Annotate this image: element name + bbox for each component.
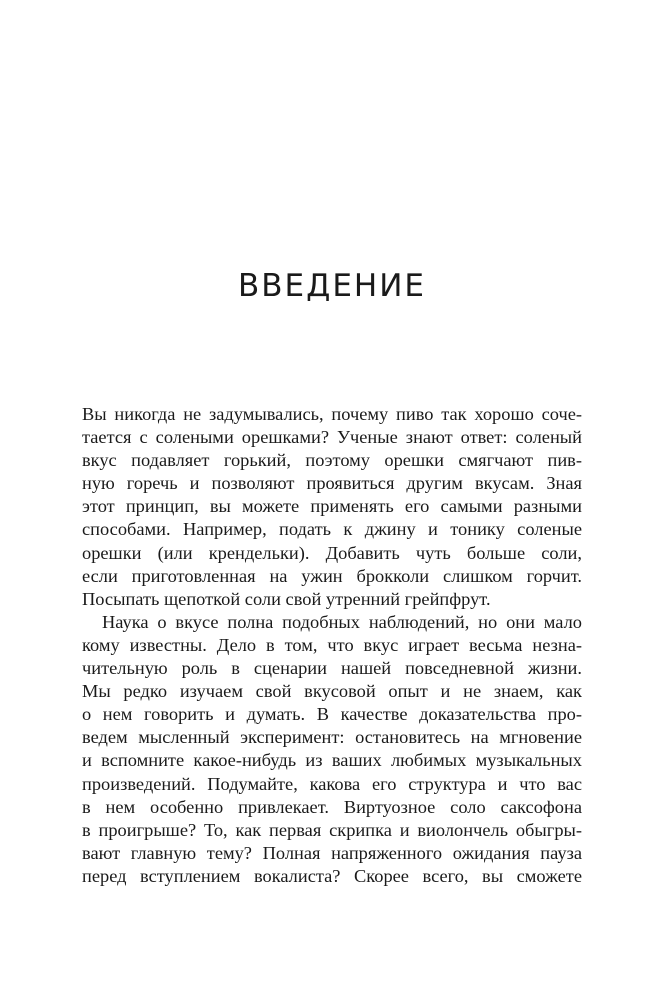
paragraph xyxy=(82,403,582,611)
text-line: в нем особенно привлекает. Виртуозное соло саксофона xyxy=(82,796,582,817)
text-line: кому известны. Дело в том, что вкус играет весьма незна- xyxy=(82,634,582,655)
text-line: Вы никогда не задумывались, почему пиво так хорошо соче- xyxy=(82,404,582,424)
text-line: ведем мысленный эксперимент: остановитесь на мгновение xyxy=(82,727,582,748)
text-line: Мы редко изучаем свой вкусовой опыт и не знаем, как xyxy=(82,681,582,702)
text-line: Наука о вкусе полна подобных наблюдений, но они мало xyxy=(102,611,582,632)
text-line: способами. Например, подать к джину и тонику соленые xyxy=(82,519,582,540)
text-line: чительную роль в сценарии нашей повседневной жизни. xyxy=(82,658,582,679)
text-line: вкус подавляет горький, поэтому орешки смягчают пив- xyxy=(82,450,582,471)
text-line: ную горечь и позволяют проявиться другим вкусам. Зная xyxy=(82,473,582,494)
text-line: орешки (или крендельки). Добавить чуть больше соли, xyxy=(82,542,582,563)
text-line: в проигрыше? То, как первая скрипка и виолончель обыгры- xyxy=(82,819,582,840)
text-line: и вспомните какое-нибудь из ваших любимых музыкальных xyxy=(82,750,582,771)
chapter-title: ВВЕДЕНИЕ xyxy=(237,268,426,304)
text-line: о нем говорить и думать. В качестве доказательства про- xyxy=(82,704,582,725)
text-line: если приготовленная на ужин брокколи слишком горчит. xyxy=(82,565,582,586)
text-line: тается с солеными орешками? Ученые знают ответ: соленый xyxy=(82,427,582,448)
text-line: вают главную тему? Полная напряженного ожидания пауза xyxy=(82,842,582,863)
chapter-body xyxy=(82,403,582,888)
paragraph xyxy=(82,611,582,888)
text-line: перед вступлением вокалиста? Скорее всего, вы сможете xyxy=(82,865,582,886)
text-line: произведений. Подумайте, какова его структура и что вас xyxy=(82,773,582,794)
text-line: Посыпать щепоткой соли свой утренний грейпфрут. xyxy=(82,588,491,609)
text-line: этот принцип, вы можете применять его самыми разными xyxy=(82,496,582,517)
